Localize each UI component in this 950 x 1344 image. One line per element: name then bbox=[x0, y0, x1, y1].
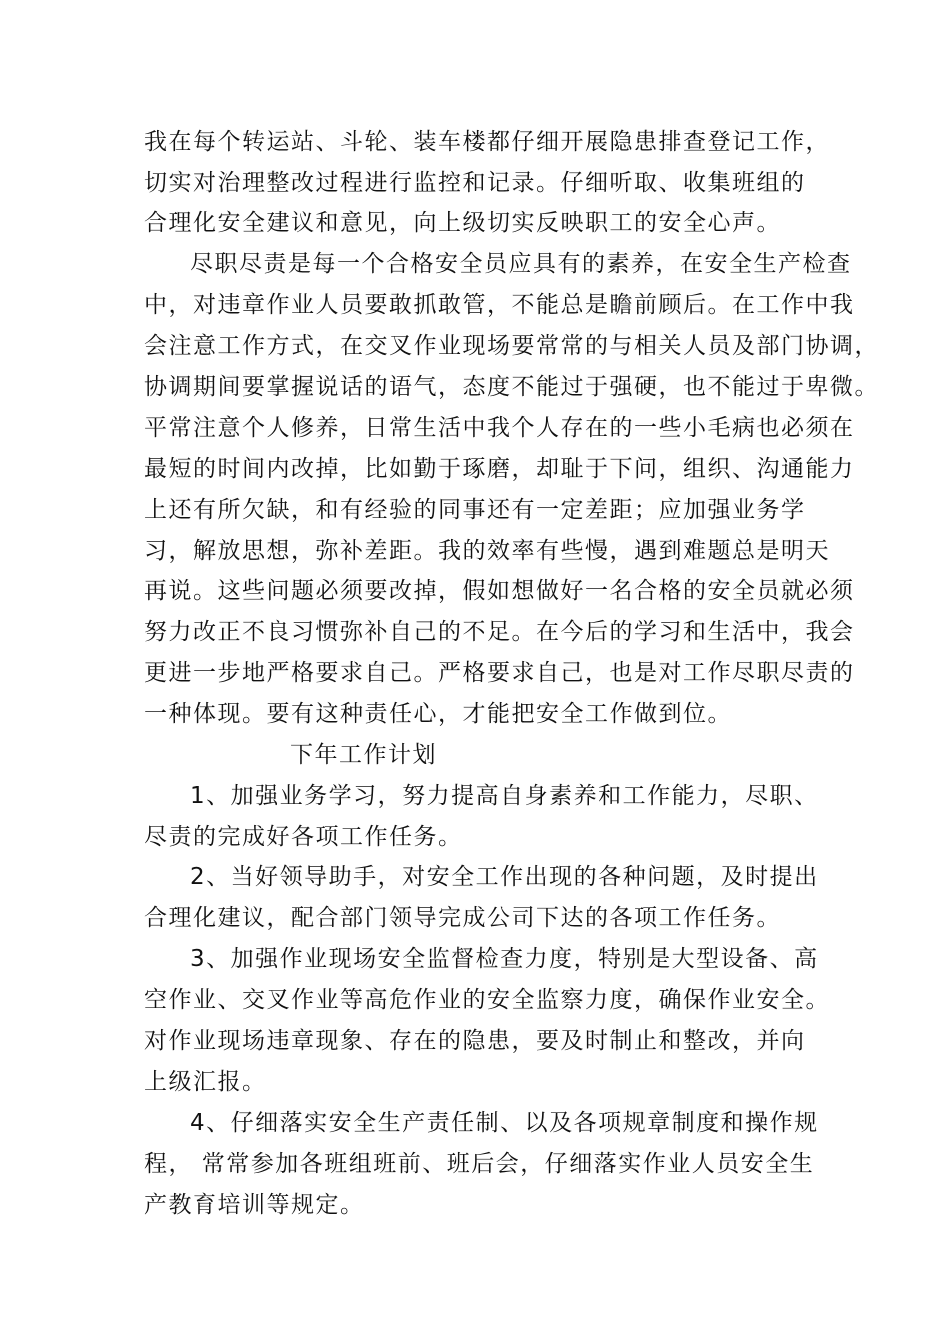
text-line: 会注意工作方式，在交叉作业现场要常常的与相关人员及部门协调， bbox=[144, 333, 879, 359]
text-line: 再说。这些问题必须要改掉，假如想做好一名合格的安全员就必须 bbox=[144, 578, 855, 604]
text-line: 更进一步地严格要求自己。严格要求自己，也是对工作尽职尽责的 bbox=[144, 660, 855, 686]
list-item-1: 1、加强业务学习，努力提高自身素养和工作能力，尽职、 bbox=[190, 783, 819, 809]
list-item-2: 2、当好领导助手，对安全工作出现的各种问题，及时提出 bbox=[190, 864, 819, 890]
text-line: 一种体现。要有这种责任心，才能把安全工作做到位。 bbox=[144, 701, 732, 727]
paragraph-first-line: 尽职尽责是每一个合格安全员应具有的素养，在安全生产检查 bbox=[190, 251, 852, 277]
text-line: 最短的时间内改掉，比如勤于琢磨，却耻于下问，组织、沟通能力 bbox=[144, 456, 855, 482]
text-line: 切实对治理整改过程进行监控和记录。仔细听取、收集班组的 bbox=[144, 170, 806, 196]
text-line: 协调期间要掌握说话的语气，态度不能过于强硬，也不能过于卑微。 bbox=[144, 374, 879, 400]
text-line: 上还有所欠缺，和有经验的同事还有一定差距；应加强业务学 bbox=[144, 497, 806, 523]
text-line: 产教育培训等规定。 bbox=[144, 1192, 365, 1218]
text-line: 尽责的完成好各项工作任务。 bbox=[144, 824, 463, 850]
text-line: 平常注意个人修养，日常生活中我个人存在的一些小毛病也必须在 bbox=[144, 415, 855, 441]
text-line: 空作业、交叉作业等高危作业的安全监察力度，确保作业安全。 bbox=[144, 987, 830, 1013]
text-line: 合理化建议，配合部门领导完成公司下达的各项工作任务。 bbox=[144, 905, 781, 931]
text-line: 对作业现场违章现象、存在的隐患，要及时制止和整改，并向 bbox=[144, 1028, 806, 1054]
text-line: 我在每个转运站、斗轮、装车楼都仔细开展隐患排查登记工作， bbox=[144, 129, 830, 155]
text-line: 上级汇报。 bbox=[144, 1069, 267, 1095]
text-line: 合理化安全建议和意见，向上级切实反映职工的安全心声。 bbox=[144, 210, 781, 236]
text-line: 中，对违章作业人员要敢抓敢管，不能总是瞻前顾后。在工作中我 bbox=[144, 292, 855, 318]
text-line: 程， 常常参加各班组班前、班后会，仔细落实作业人员安全生 bbox=[144, 1151, 815, 1177]
text-line: 习，解放思想，弥补差距。我的效率有些慢，遇到难题总是明天 bbox=[144, 538, 830, 564]
text-line: 努力改正不良习惯弥补自己的不足。在今后的学习和生活中，我会 bbox=[144, 619, 855, 645]
section-heading: 下年工作计划 bbox=[290, 742, 437, 768]
list-item-4: 4、仔细落实安全生产责任制、以及各项规章制度和操作规 bbox=[190, 1110, 819, 1136]
list-item-3: 3、加强作业现场安全监督检查力度，特别是大型设备、高 bbox=[190, 946, 819, 972]
